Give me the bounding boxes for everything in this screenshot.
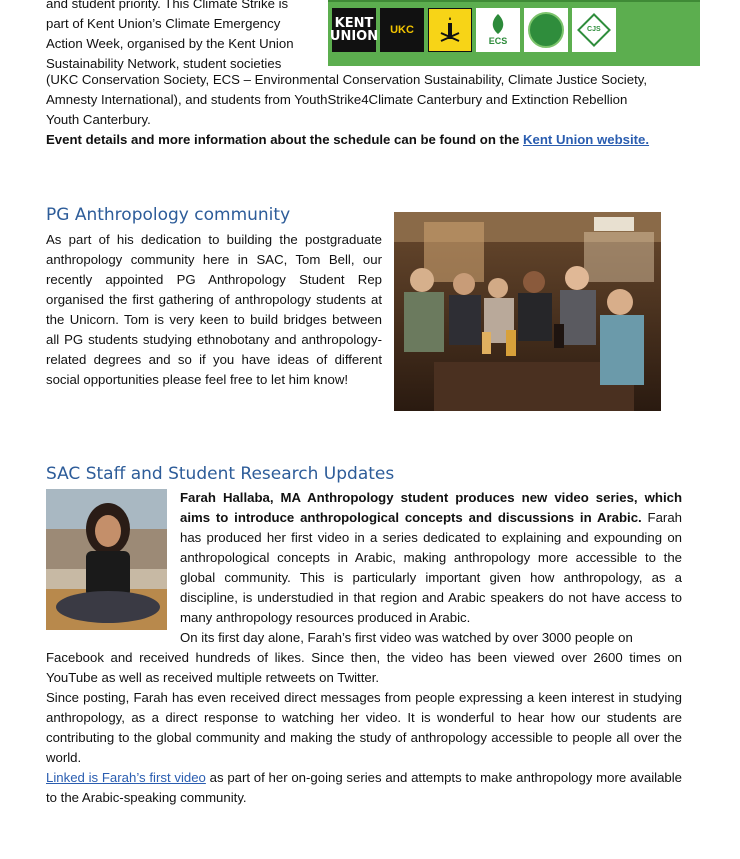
banner-strip (328, 0, 700, 2)
para-line: Sustainability Network, student societies (46, 56, 282, 71)
society-logos (329, 8, 616, 52)
candle-icon (435, 15, 465, 45)
para-line: (UKC Conservation Society, ECS – Environmental Conservation Sustainability, Climate Justice Society, (46, 72, 648, 87)
farah-portrait-photo (46, 489, 167, 630)
kent-union-logo-text: KENT UNION (329, 16, 379, 44)
first-day-start: On its first day alone, Farah’s first video was watched by over 3000 people on (180, 630, 633, 645)
farah-intro-text: Farah has produced her first video in a series dedicated to explaining and expounding on anthropological concepts in Arabic, making anthropology more accessible to the global community. This is particularly important given how anthropology, as a discipline, is understudied in that region and Arabic speakers do not have access to many anthropology resources produced in Arabic. (180, 510, 682, 625)
para-line: and student priority. This Climate Strike is (46, 0, 289, 11)
ukc-logo-text: UKC (390, 24, 414, 36)
climate-strike-continued (46, 70, 686, 150)
climate-strike-banner (328, 0, 700, 66)
farah-headline: Farah Hallaba, MA Anthropology student produces new video series, which aims to introduce anthropological concepts and discussions in Arabic. (180, 490, 682, 525)
para-line: Amnesty International), and students from YouthStrike4Climate Canterbury and Extinction Rebellion (46, 92, 628, 107)
pub-gathering-image (394, 212, 661, 411)
sac-updates-heading: SAC Staff and Student Research Updates (46, 464, 395, 484)
ecs-logo (476, 8, 520, 52)
conservation-society-logo (524, 8, 568, 52)
first-day-rest: Facebook and received hundreds of likes. Since then, the video has been viewed over 2600 times on YouTube as well as received multiple retweets on Twitter. (46, 650, 682, 685)
para-line: Youth Canterbury. (46, 112, 151, 127)
linked-video-paragraph (46, 768, 682, 808)
event-details-text: Event details and more information about the schedule can be found on the (46, 132, 520, 147)
kent-union-logo (329, 8, 379, 52)
pg-anthropology-body: As part of his dedication to building the postgraduate anthropology community here in SAC, Tom Bell, our recently appointed PG Anthropology Student Rep organised the first gathering of anthropology students at the Unicorn. Tom is very keen to build bridges between all PG students studying ethnobotany and anthropology-related degrees and so if you have ideas of different social opportunities please feel free to let him know! (46, 232, 382, 387)
kent-union-website-link[interactable]: Kent Union website. (523, 132, 650, 147)
globe-icon (528, 12, 564, 48)
farah-portrait-image (46, 489, 167, 630)
diamond-icon (577, 13, 611, 47)
first-day-paragraph (46, 628, 682, 688)
farah-article-intro (180, 488, 682, 628)
pg-anthropology-heading: PG Anthropology community (46, 205, 291, 225)
para-line: Action Week, organised by the Kent Union (46, 36, 294, 51)
ecs-logo-text: ECS (488, 36, 508, 46)
climate-strike-paragraph (46, 0, 328, 74)
farah-article-body (46, 628, 682, 808)
pub-gathering-photo (394, 212, 661, 411)
ukc-logo (380, 8, 424, 52)
farah-first-video-link[interactable]: Linked is Farah’s first video (46, 770, 206, 785)
cjs-logo (572, 8, 616, 52)
linked-video-rest: as part of her on-going series and attempts to make anthropology more available to the Arabic-speaking community. (46, 770, 682, 805)
event-details-line (46, 130, 686, 150)
para-line: part of Kent Union’s Climate Emergency (46, 16, 281, 31)
since-posting-paragraph: Since posting, Farah has even received direct messages from people expressing a keen interest in studying anthropology, as a direct response to watching her video. It is wonderful to hear how our students are contributing to the global community and making the study of anthropology accessible to people all over the world. (46, 690, 682, 765)
leaf-icon (488, 13, 508, 35)
cjs-logo-text: CJS (587, 26, 601, 33)
amnesty-candle-icon (428, 8, 472, 52)
